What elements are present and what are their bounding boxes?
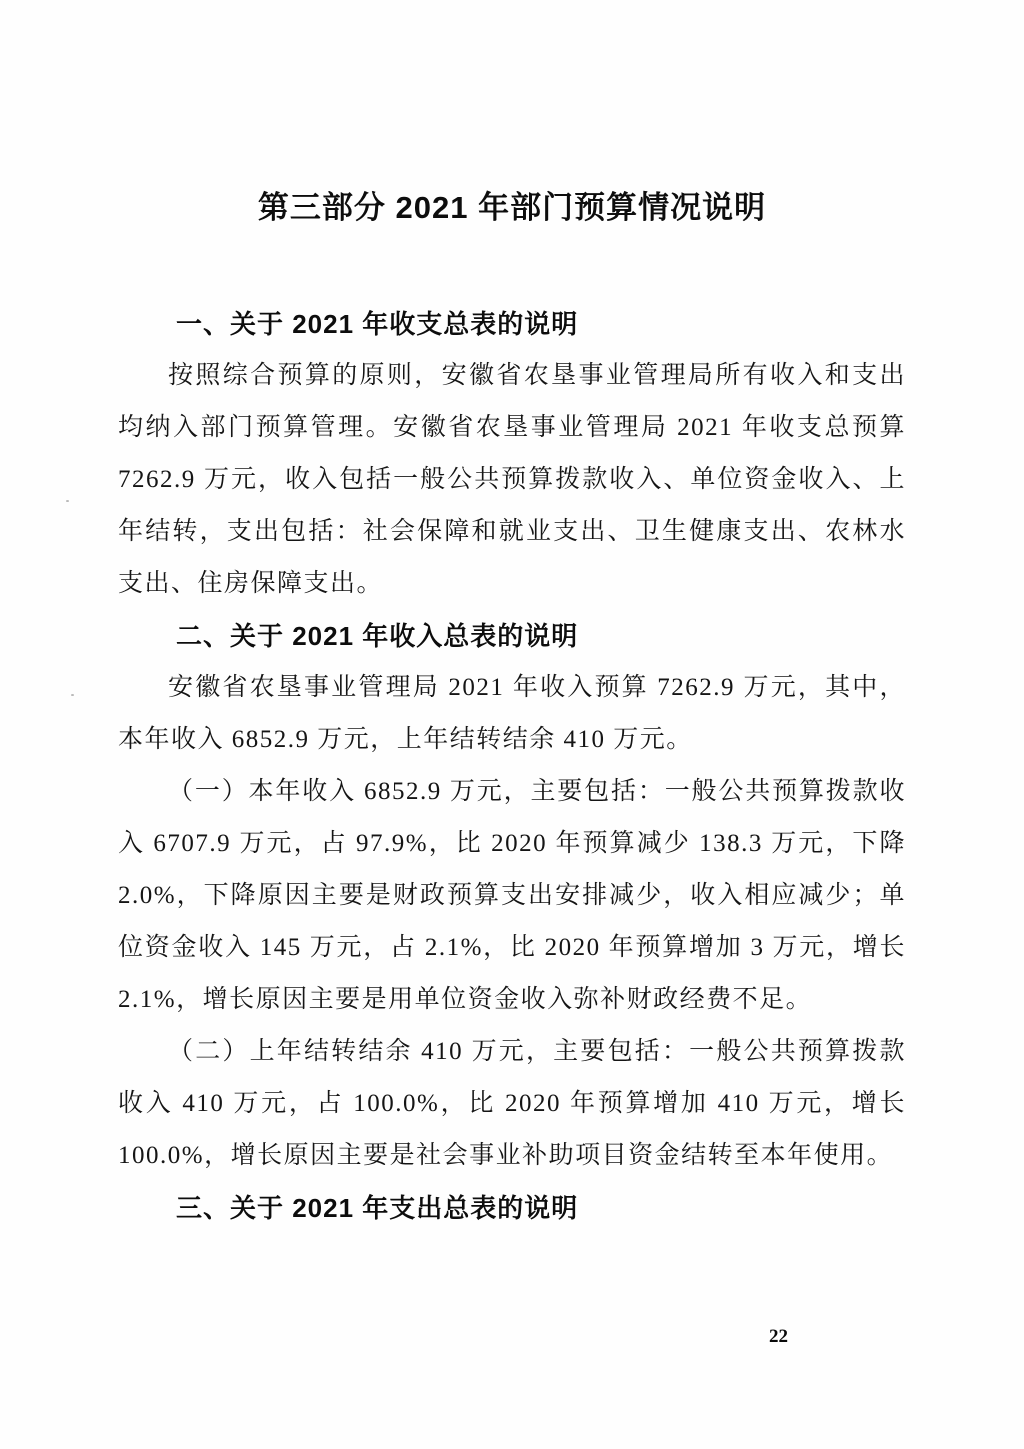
page-number: 22 [769, 1326, 788, 1347]
document-body [118, 298, 906, 1234]
scan-speck [66, 500, 69, 502]
document-title: 第三部分 2021 年部门预算情况说明 [257, 190, 767, 225]
section-2-heading: 二、关于 2021 年收入总表的说明 [176, 621, 579, 651]
section-3-heading: 三、关于 2021 年支出总表的说明 [176, 1193, 579, 1223]
section-2-paragraph-3: （二）上年结转结余 410 万元，主要包括：一般公共预算拨款收入 410 万元，占 100.0%，比 2020 年预算增加 410 万元，增长 100.0%，增长原因主要是社会事业补助项目资金结转至本年使用。 [118, 1038, 906, 1169]
scan-speck [71, 694, 74, 696]
section-expenditure-summary [118, 1182, 906, 1234]
section-1-paragraph-1: 按照综合预算的原则，安徽省农垦事业管理局所有收入和支出均纳入部门预算管理。安徽省农垦事业管理局 2021 年收支总预算 7262.9 万元，收入包括一般公共预算拨款收入、单位资金收入、上年结转，支出包括：社会保障和就业支出、卫生健康支出、农林水支出、住房保障支出。 [118, 362, 906, 597]
section-income-expenditure-summary [118, 298, 906, 610]
section-1-heading: 一、关于 2021 年收支总表的说明 [176, 309, 579, 339]
section-2-paragraph-1: 安徽省农垦事业管理局 2021 年收入预算 7262.9 万元，其中，本年收入 6852.9 万元，上年结转结余 410 万元。 [118, 674, 906, 753]
section-income-summary [118, 610, 906, 1182]
section-2-paragraph-2: （一）本年收入 6852.9 万元，主要包括：一般公共预算拨款收入 6707.9 万元，占 97.9%，比 2020 年预算减少 138.3 万元，下降 2.0%，下降原因主要是财政预算支出安排减少，收入相应减少；单位资金收入 145 万元，占 2.1%，比 2020 年预算增加 3 万元，增长 2.1%，增长原因主要是用单位资金收入弥补财政经费不足。 [118, 778, 906, 1013]
